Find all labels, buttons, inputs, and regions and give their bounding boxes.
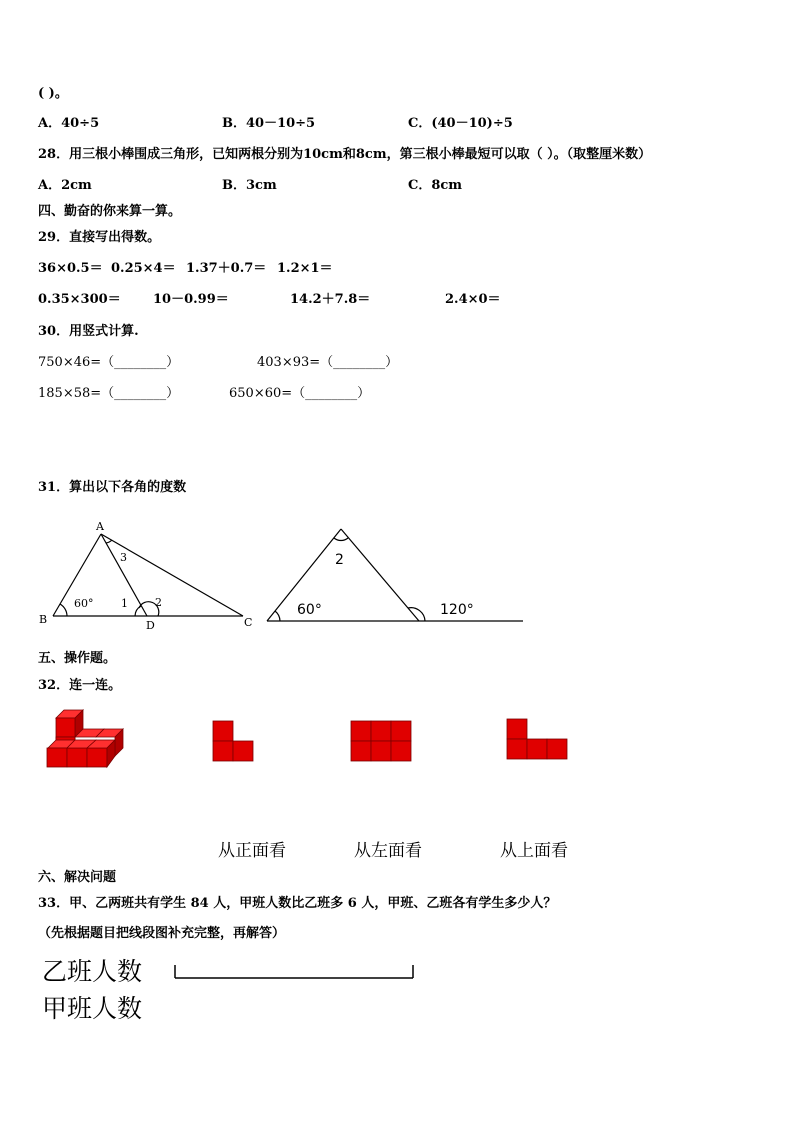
label-angle-3: 3 — [120, 551, 127, 564]
label-angle-2: 2 — [335, 552, 344, 568]
q29-item-4: 1.2×1＝ — [277, 261, 333, 276]
label-jia-class: 甲班人数 — [42, 994, 143, 1023]
q32-stem: 32．连一连。 — [38, 678, 122, 693]
q28-stem: 28．用三根小棒围成三角形，已知两根分别为10cm和8cm，第三根小棒最短可以取（ ）。（取整厘米数） — [38, 147, 652, 162]
q29-item-5: 0.35×300＝ — [38, 292, 121, 307]
q33-stem: 33．甲、乙两班共有学生 84 人，甲班人数比乙班多 6 人，甲班、乙班各有学生多少人？ — [38, 896, 557, 911]
triangle-abc-figure — [36, 518, 266, 632]
label-a: A — [96, 520, 104, 533]
view-label-left: 从左面看 — [354, 841, 422, 861]
cube-view-grid — [351, 721, 413, 763]
q28-option-c: C．8cm — [408, 178, 463, 193]
q30-item-2: 403×93=（________） — [257, 355, 399, 370]
q29-item-6: 10－0.99＝ — [153, 292, 229, 307]
label-angle-2: 2 — [155, 596, 162, 609]
section4-title: 四、勤奋的你来算一算。 — [38, 204, 182, 219]
label-60-deg: 60° — [297, 602, 322, 618]
label-d: D — [146, 619, 155, 632]
section5-title: 五、操作题。 — [38, 651, 117, 666]
segment-yi — [172, 964, 416, 980]
label-c: C — [244, 616, 253, 629]
q27-option-b: B．40－10÷5 — [222, 116, 316, 131]
view-label-top: 从上面看 — [500, 841, 568, 861]
q30-item-3: 185×58=（________） — [38, 386, 180, 401]
view-label-front: 从正面看 — [218, 841, 286, 861]
q30-stem: 30．用竖式计算. — [38, 324, 139, 339]
q28-option-a: A．2cm — [38, 178, 92, 193]
cube-stack-3d — [46, 708, 126, 770]
triangle-exterior-figure — [264, 526, 526, 626]
q31-stem: 31．算出以下各角的度数 — [38, 480, 187, 495]
q30-item-4: 650×60=（________） — [229, 386, 371, 401]
label-angle-b: 60° — [74, 597, 94, 610]
q28-option-b: B．3cm — [222, 178, 277, 193]
section6-title: 六、解决问题 — [38, 870, 117, 885]
q27-stem-tail: ( )。 — [38, 86, 68, 101]
q29-item-2: 0.25×4＝ — [111, 261, 176, 276]
label-b: B — [39, 613, 48, 626]
cube-view-l-shape — [213, 721, 255, 763]
q29-item-8: 2.4×0＝ — [445, 292, 501, 307]
q33-hint: （先根据题目把线段图补充完整，再解答） — [38, 926, 286, 941]
label-angle-1: 1 — [121, 597, 128, 610]
q30-item-1: 750×46=（________） — [38, 355, 180, 370]
q27-option-a: A．40÷5 — [38, 116, 100, 131]
label-120-deg: 120° — [440, 602, 474, 618]
q29-item-3: 1.37＋0.7＝ — [186, 261, 267, 276]
q29-stem: 29．直接写出得数。 — [38, 230, 161, 245]
label-yi-class: 乙班人数 — [42, 957, 143, 986]
q29-item-1: 36×0.5＝ — [38, 261, 103, 276]
q29-item-7: 14.2＋7.8＝ — [290, 292, 371, 307]
cube-view-long-l — [507, 719, 569, 761]
q27-option-c: C．(40－10)÷5 — [408, 116, 513, 131]
